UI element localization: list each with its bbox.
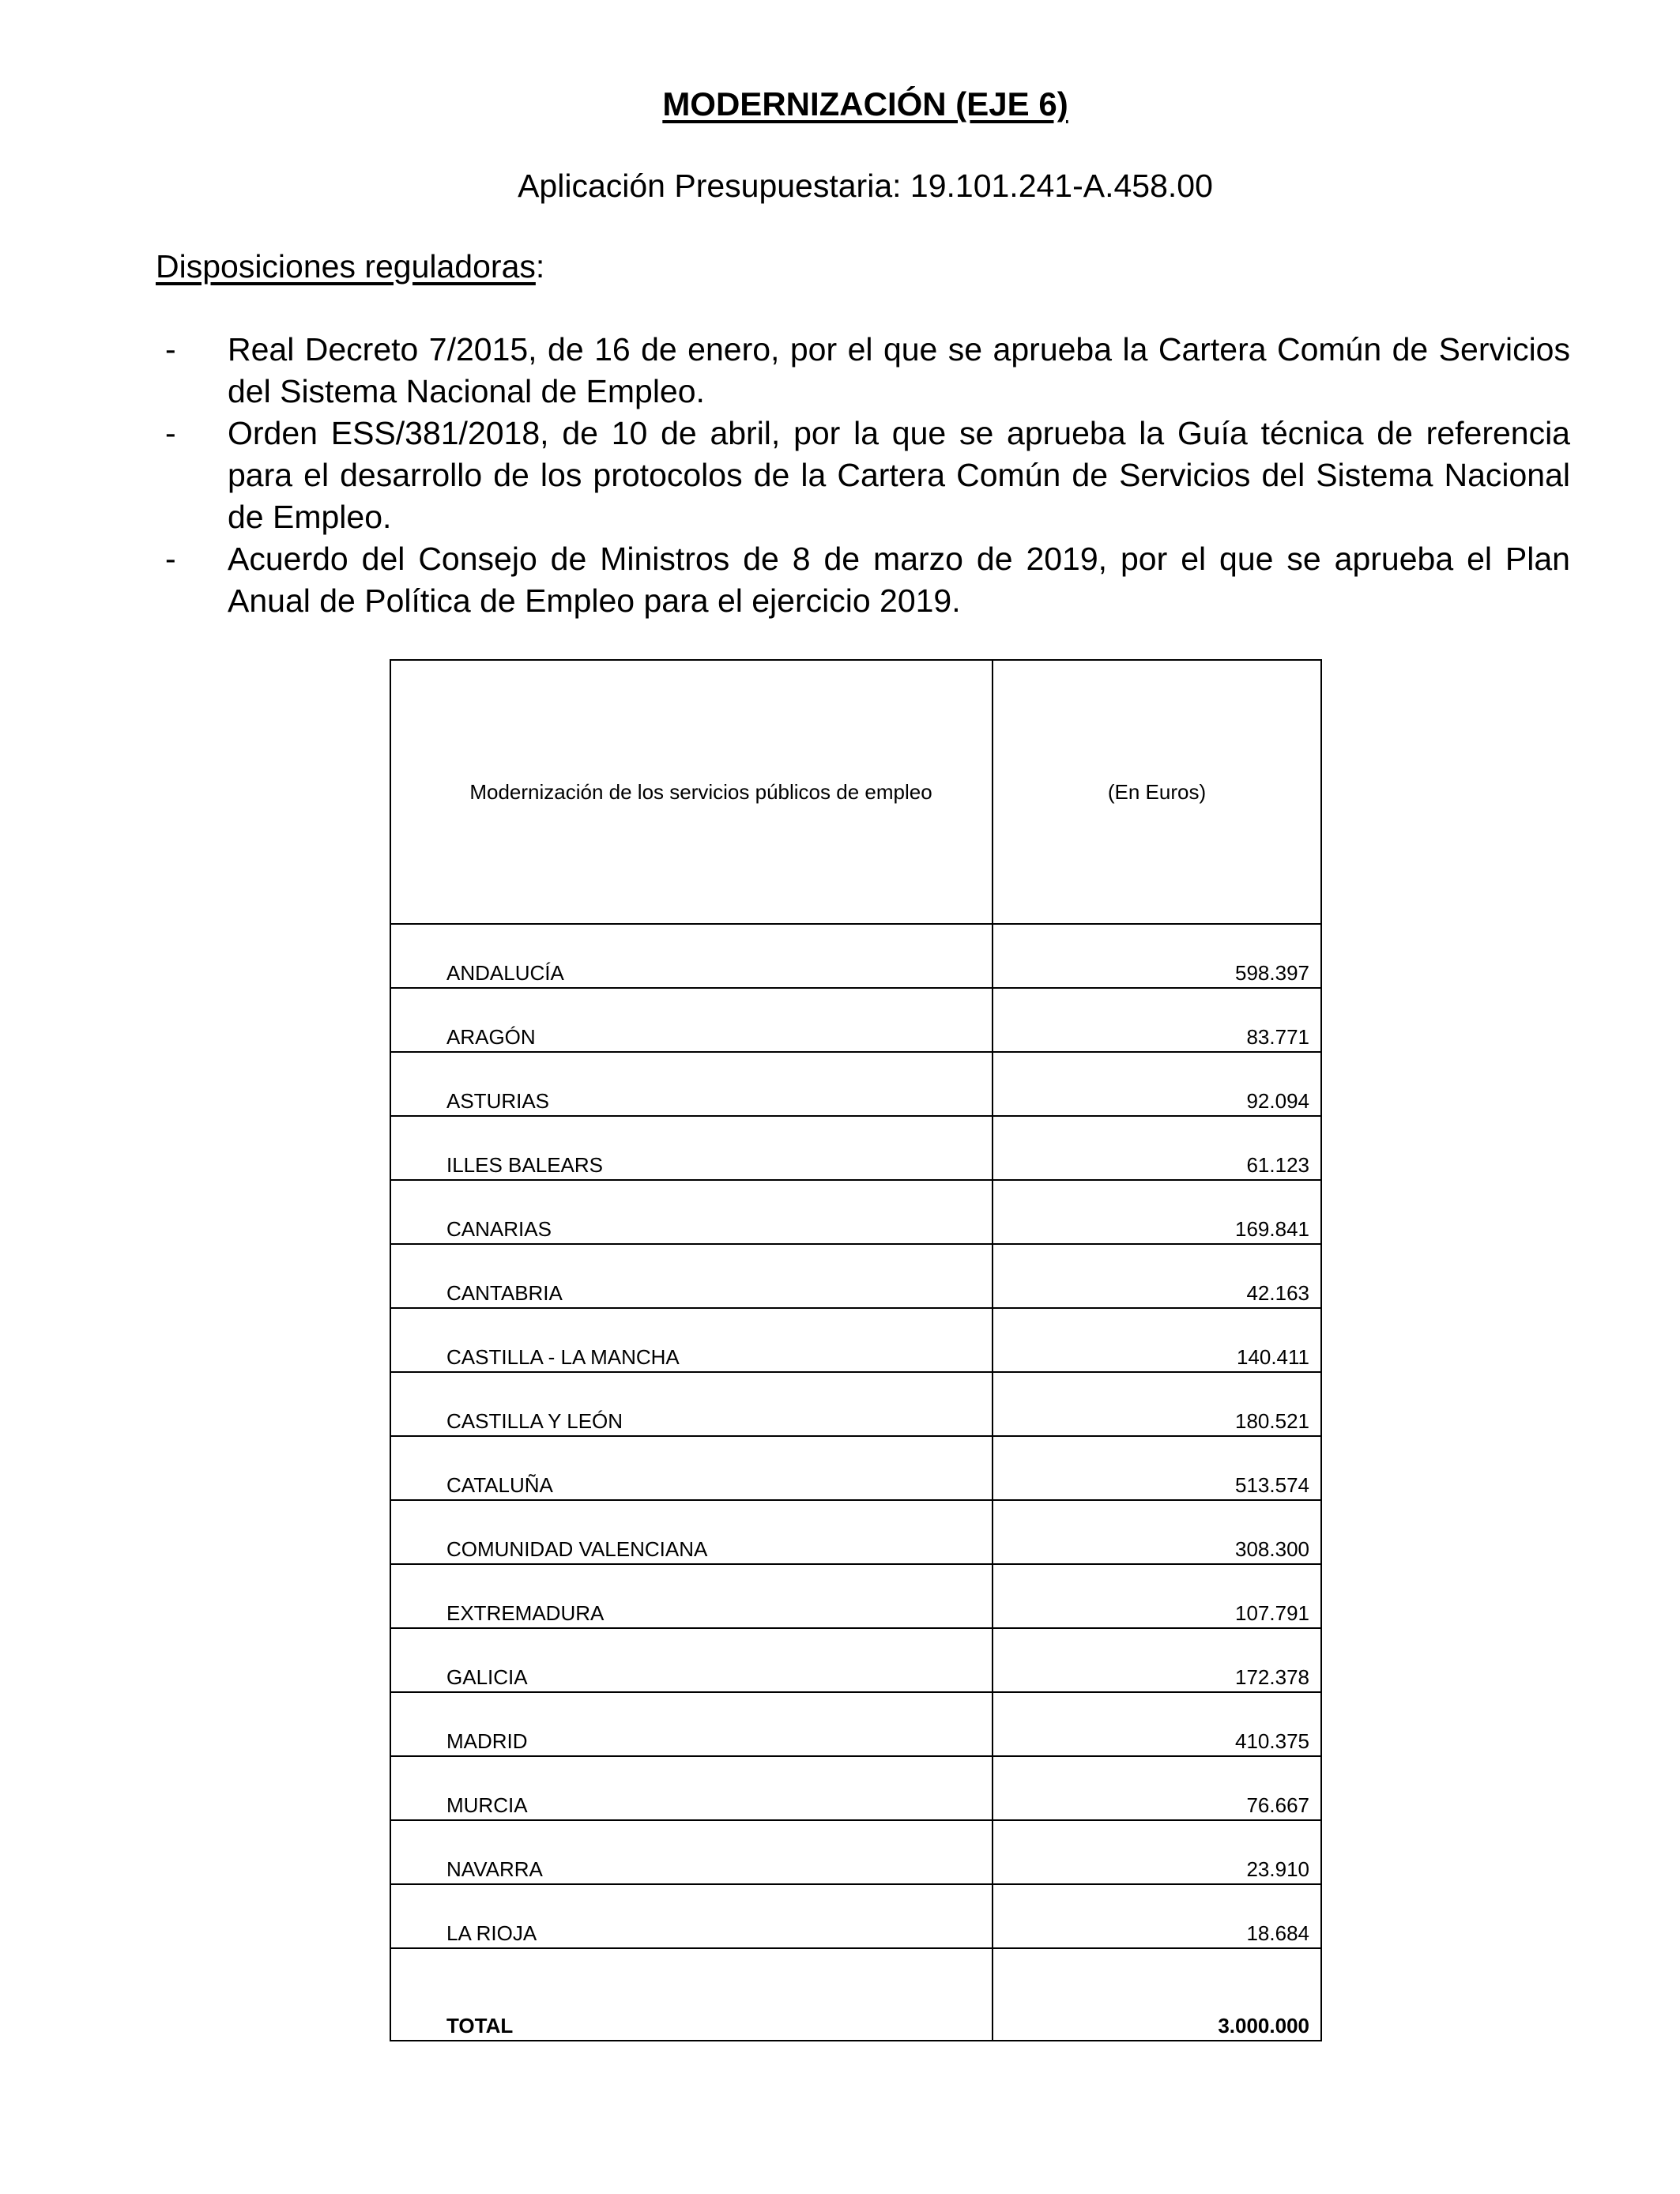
table-row <box>390 1628 1321 1692</box>
total-amount: 3.000.000 <box>993 1948 1321 2041</box>
document-title: MODERNIZACIÓN (EJE 6) <box>662 85 1068 123</box>
table-row <box>390 1116 1321 1180</box>
region-cell: LA RIOJA <box>390 1884 993 1948</box>
amount-cell: 23.910 <box>993 1820 1321 1884</box>
region-cell: ANDALUCÍA <box>390 924 993 988</box>
list-dash: - <box>165 541 176 577</box>
table-row <box>390 1308 1321 1372</box>
region-cell: CASTILLA - LA MANCHA <box>390 1308 993 1372</box>
provision-text: Acuerdo del Consejo de Ministros de 8 de marzo de 2019, por el que se aprueba el Plan Anual de Política de Empleo para el ejercicio 2019. <box>228 541 1570 619</box>
region-cell: CANTABRIA <box>390 1244 993 1308</box>
amount-cell: 92.094 <box>993 1052 1321 1116</box>
provisions-heading-text: Disposiciones reguladoras <box>156 248 536 285</box>
amount-cell: 598.397 <box>993 924 1321 988</box>
provision-text: Real Decreto 7/2015, de 16 de enero, por el que se aprueba la Cartera Común de Servicios del Sistema Nacional de Empleo. <box>228 331 1570 409</box>
list-dash: - <box>165 331 176 368</box>
region-cell: CASTILLA Y LEÓN <box>390 1372 993 1436</box>
table-row <box>390 1756 1321 1820</box>
provision-item <box>156 413 1570 538</box>
funding-table <box>390 659 1322 2041</box>
provision-text: Orden ESS/381/2018, de 10 de abril, por la que se aprueba la Guía técnica de referencia para el desarrollo de los protocolos de la Cartera Común de Servicios del Sistema Nacional de Empleo. <box>228 415 1570 535</box>
provisions-list <box>156 329 1570 622</box>
list-dash: - <box>165 415 176 451</box>
total-row <box>390 1948 1321 2041</box>
region-cell: EXTREMADURA <box>390 1564 993 1628</box>
region-cell: GALICIA <box>390 1628 993 1692</box>
amount-cell: 42.163 <box>993 1244 1321 1308</box>
region-cell: ASTURIAS <box>390 1052 993 1116</box>
amount-cell: 18.684 <box>993 1884 1321 1948</box>
table-row <box>390 1564 1321 1628</box>
amount-cell: 513.574 <box>993 1436 1321 1500</box>
amount-cell: 76.667 <box>993 1756 1321 1820</box>
amount-cell: 61.123 <box>993 1116 1321 1180</box>
amount-cell: 180.521 <box>993 1372 1321 1436</box>
table-row <box>390 1372 1321 1436</box>
table-row <box>390 1180 1321 1244</box>
region-cell: COMUNIDAD VALENCIANA <box>390 1500 993 1564</box>
region-cell: MURCIA <box>390 1756 993 1820</box>
region-cell: MADRID <box>390 1692 993 1756</box>
region-cell: ILLES BALEARS <box>390 1116 993 1180</box>
amount-cell: 410.375 <box>993 1692 1321 1756</box>
region-cell: CATALUÑA <box>390 1436 993 1500</box>
table-row <box>390 1244 1321 1308</box>
table-row <box>390 1820 1321 1884</box>
provisions-heading-colon: : <box>535 248 545 285</box>
table-row <box>390 924 1321 988</box>
amount-cell: 107.791 <box>993 1564 1321 1628</box>
total-label: TOTAL <box>390 1948 993 2041</box>
provision-item <box>156 329 1570 413</box>
region-cell: ARAGÓN <box>390 988 993 1052</box>
header-unit: (En Euros) <box>993 660 1321 924</box>
table-row <box>390 1884 1321 1948</box>
region-cell: CANARIAS <box>390 1180 993 1244</box>
amount-cell: 308.300 <box>993 1500 1321 1564</box>
table-header-row <box>390 660 1321 924</box>
amount-cell: 172.378 <box>993 1628 1321 1692</box>
amount-cell: 83.771 <box>993 988 1321 1052</box>
table-row <box>390 988 1321 1052</box>
table-row <box>390 1052 1321 1116</box>
table-row <box>390 1692 1321 1756</box>
table-row <box>390 1500 1321 1564</box>
provision-item <box>156 538 1570 622</box>
table-row <box>390 1436 1321 1500</box>
amount-cell: 169.841 <box>993 1180 1321 1244</box>
provisions-heading <box>156 248 544 285</box>
amount-cell: 140.411 <box>993 1308 1321 1372</box>
region-cell: NAVARRA <box>390 1820 993 1884</box>
budget-line: Aplicación Presupuestaria: 19.101.241-A.458.00 <box>518 168 1213 204</box>
header-program: Modernización de los servicios públicos de empleo <box>390 660 993 924</box>
